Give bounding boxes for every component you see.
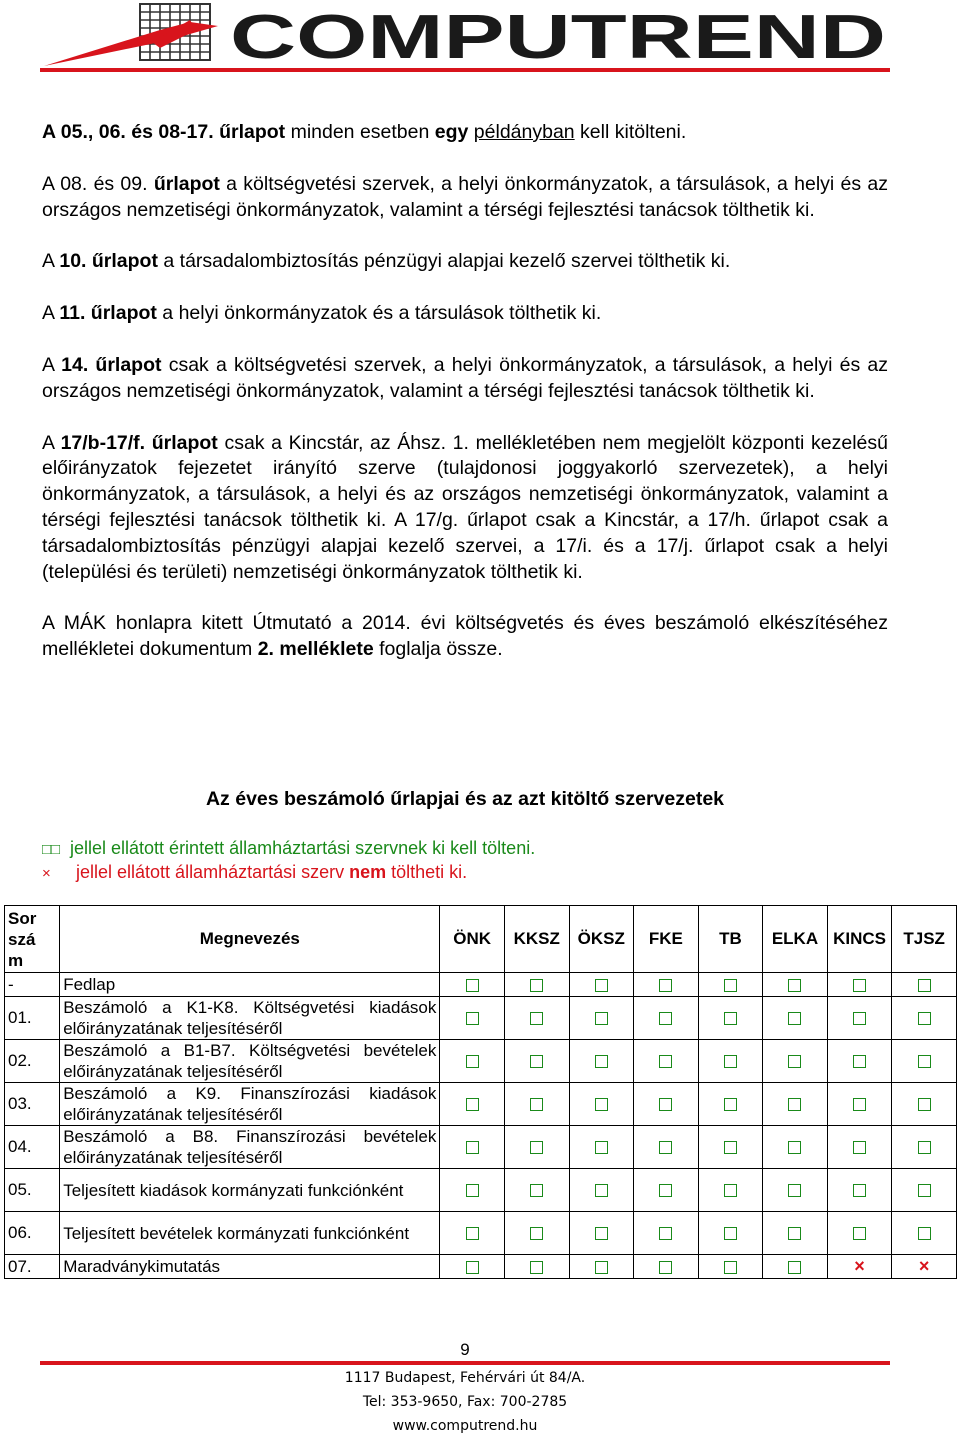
- text-run: A: [42, 250, 60, 273]
- checkbox-icon: [892, 973, 957, 997]
- text-run: A: [42, 353, 62, 376]
- paragraph-4: [42, 301, 888, 327]
- row-name: Beszámoló a K9. Finanszírozási kiadások előirányzatának teljesítéséről: [60, 1083, 440, 1126]
- checkbox-icon: [892, 1083, 957, 1126]
- cross-icon: [827, 1255, 892, 1279]
- checkbox-icon: [569, 1212, 634, 1255]
- footer-phone: Tel: 353-9650, Fax: 700-2785: [362, 1394, 568, 1410]
- checkbox-icon: [440, 997, 505, 1040]
- legend-cross-text-bold: nem: [349, 862, 387, 882]
- checkbox-icon: [918, 1184, 931, 1197]
- logo-wordmark: COMPUTREND: [230, 3, 886, 72]
- text-run: űrlapot: [153, 172, 220, 195]
- checkbox-icon: [763, 1083, 828, 1126]
- checkbox-icon: [504, 1169, 569, 1212]
- checkbox-icon: [659, 1012, 672, 1025]
- checkbox-icon: [892, 997, 957, 1040]
- checkbox-icon: [659, 1141, 672, 1154]
- text-run: a társadalombiztosítás pénzügyi alapjai kezelő szervei tölthetik ki.: [157, 250, 731, 273]
- text-run: a költségvetési szervek, a helyi önkormányzatok, a társulások, a helyi és az országos nemzetiségi önkormányzatok, valamint a térségi fejlesztési tanácsok tölthetik ki.: [42, 172, 888, 221]
- checkbox-icon: [595, 979, 608, 992]
- text-run: foglalja össze.: [373, 638, 503, 661]
- checkbox-icon: [595, 1184, 608, 1197]
- checkbox-icon: [530, 1227, 543, 1240]
- text-run: 10. űrlapot: [59, 250, 158, 273]
- checkbox-icon: [918, 1098, 931, 1111]
- cross-icon: [892, 1255, 957, 1279]
- checkbox-icon: [504, 1083, 569, 1126]
- header-col: FKE: [634, 906, 699, 973]
- checkbox-icon: [918, 1227, 931, 1240]
- checkbox-icon: [724, 1098, 737, 1111]
- text-run: 11. űrlapot: [59, 302, 157, 325]
- logo-graphic: [40, 0, 890, 78]
- checkbox-icon: [698, 1083, 763, 1126]
- checkbox-icon: [659, 1098, 672, 1111]
- row-name: Teljesített kiadások kormányzati funkciónként: [60, 1169, 440, 1212]
- footer-address: 1117 Budapest, Fehérvári út 84/A.: [344, 1370, 586, 1386]
- checkbox-icon: [659, 1261, 672, 1274]
- checkbox-icon: [698, 973, 763, 997]
- checkbox-icon: [595, 1012, 608, 1025]
- legend-cross-text: töltheti ki.: [386, 862, 468, 882]
- text-run: kell kitölteni.: [574, 121, 687, 143]
- checkbox-icon: [530, 1055, 543, 1068]
- checkbox-icon: [724, 1261, 737, 1274]
- header-col: ÖNK: [440, 906, 505, 973]
- checkbox-icon: [504, 1126, 569, 1169]
- text-run: 14. űrlapot: [61, 353, 162, 376]
- checkbox-icon: [724, 1012, 737, 1025]
- checkbox-icon: [634, 1040, 699, 1083]
- checkbox-icon: [827, 1126, 892, 1169]
- checkbox-icon: [827, 973, 892, 997]
- text-run: egy: [434, 121, 469, 143]
- row-number: 07.: [5, 1255, 60, 1279]
- checkbox-icon: [504, 1212, 569, 1255]
- checkbox-icon: [788, 1184, 801, 1197]
- paragraph-5: [42, 353, 888, 405]
- checkbox-icon: [827, 1169, 892, 1212]
- checkbox-icon: [892, 1126, 957, 1169]
- footer-website: www.computrend.hu: [392, 1418, 538, 1434]
- table-row: [5, 973, 957, 997]
- checkbox-icon: [788, 1141, 801, 1154]
- checkbox-icon: [763, 973, 828, 997]
- footer-divider: [40, 1361, 890, 1365]
- text-run: minden esetben: [285, 121, 435, 143]
- checkbox-icon: [569, 973, 634, 997]
- checkbox-icon: [698, 1040, 763, 1083]
- checkbox-icon: [530, 1141, 543, 1154]
- checkbox-icon: [659, 979, 672, 992]
- paragraph-6: [42, 431, 888, 586]
- checkbox-icon: [724, 1055, 737, 1068]
- checkbox-icon: [659, 1184, 672, 1197]
- row-number: 01.: [5, 997, 60, 1040]
- checkbox-icon: [595, 1098, 608, 1111]
- checkbox-icon: [440, 1040, 505, 1083]
- checkbox-icon: [724, 1184, 737, 1197]
- checkbox-icon: [763, 1126, 828, 1169]
- paragraph-7: [42, 611, 888, 663]
- checkbox-icon: [892, 1212, 957, 1255]
- checkbox-icon: [918, 1012, 931, 1025]
- checkbox-icon: [569, 1126, 634, 1169]
- legend-check-text: jellel ellátott érintett államháztartási szervnek ki kell tölteni.: [70, 838, 536, 858]
- header-sorszam: Sorszám: [5, 906, 60, 973]
- text-run: a helyi önkormányzatok és a társulások tölthetik ki.: [156, 302, 602, 325]
- checkbox-icon: [853, 1141, 866, 1154]
- checkbox-icon: [892, 1169, 957, 1212]
- row-number: 05.: [5, 1169, 60, 1212]
- checkbox-icon: [634, 1255, 699, 1279]
- header-col: TB: [698, 906, 763, 973]
- cross-icon: ×: [918, 1256, 930, 1276]
- row-name: Beszámoló a B8. Finanszírozási bevételek előirányzatának teljesítéséről: [60, 1126, 440, 1169]
- checkbox-icon: [530, 1261, 543, 1274]
- text-run: A 08. és 09.: [42, 172, 154, 195]
- checkbox-icon: [853, 979, 866, 992]
- checkbox-icon: [763, 1255, 828, 1279]
- checkbox-icon: [530, 979, 543, 992]
- table-row: [5, 997, 957, 1040]
- row-name: Beszámoló a K1-K8. Költségvetési kiadások előirányzatának teljesítéséről: [60, 997, 440, 1040]
- checkbox-icon: [440, 1212, 505, 1255]
- checkbox-icon: [698, 1212, 763, 1255]
- header-megnevezes: Megnevezés: [60, 906, 440, 973]
- checkbox-icon: [788, 1261, 801, 1274]
- checkbox-icon: [853, 1227, 866, 1240]
- checkbox-icon: [634, 1083, 699, 1126]
- header-col: KINCS: [827, 906, 892, 973]
- row-name: Fedlap: [60, 973, 440, 997]
- checkbox-icon: [853, 1012, 866, 1025]
- checkbox-icon: [853, 1098, 866, 1111]
- checkbox-icon: [440, 1126, 505, 1169]
- checkbox-icon: [698, 997, 763, 1040]
- checkbox-icon: [440, 1255, 505, 1279]
- checkbox-icon: [595, 1261, 608, 1274]
- table-row: [5, 1169, 957, 1212]
- text-run: 2. melléklete: [257, 638, 374, 661]
- paragraph-3: [42, 249, 888, 275]
- checkbox-icon: □□: [42, 841, 61, 858]
- checkbox-icon: [504, 997, 569, 1040]
- paragraph-1: [42, 120, 888, 146]
- checkbox-icon: [659, 1055, 672, 1068]
- text-run: A: [42, 431, 61, 454]
- checkbox-icon: [827, 1083, 892, 1126]
- checkbox-icon: [440, 1083, 505, 1126]
- header-col: ÖKSZ: [569, 906, 634, 973]
- checkbox-icon: [466, 1227, 479, 1240]
- checkbox-icon: [634, 1169, 699, 1212]
- row-number: 02.: [5, 1040, 60, 1083]
- checkbox-icon: [466, 979, 479, 992]
- table-row: [5, 1083, 957, 1126]
- text-run: A 05., 06. és 08-17.: [42, 121, 220, 143]
- checkbox-icon: [918, 1055, 931, 1068]
- checkbox-icon: [788, 1098, 801, 1111]
- legend-cross: [42, 860, 467, 886]
- checkbox-icon: [634, 997, 699, 1040]
- checkbox-icon: [466, 1184, 479, 1197]
- checkbox-icon: [440, 973, 505, 997]
- checkbox-icon: [788, 1012, 801, 1025]
- paragraph-2: [42, 172, 888, 224]
- row-name: Teljesített bevételek kormányzati funkciónként: [60, 1212, 440, 1255]
- checkbox-icon: [763, 1212, 828, 1255]
- checkbox-icon: [827, 997, 892, 1040]
- checkbox-icon: [569, 1083, 634, 1126]
- checkbox-icon: [569, 997, 634, 1040]
- checkbox-icon: [853, 1184, 866, 1197]
- checkbox-icon: [634, 1126, 699, 1169]
- checkbox-icon: [595, 1227, 608, 1240]
- checkbox-icon: [827, 1212, 892, 1255]
- checkbox-icon: [698, 1126, 763, 1169]
- cross-icon: ×: [854, 1256, 865, 1276]
- checkbox-icon: [659, 1227, 672, 1240]
- row-name: Beszámoló a B1-B7. Költségvetési bevételek előirányzatának teljesítéséről: [60, 1040, 440, 1083]
- checkbox-icon: [724, 1141, 737, 1154]
- checkbox-icon: [530, 1098, 543, 1111]
- checkbox-icon: [595, 1055, 608, 1068]
- checkbox-icon: [595, 1141, 608, 1154]
- text-run: 17/b-17/f. űrlapot: [60, 431, 218, 454]
- checkbox-icon: [763, 997, 828, 1040]
- row-number: 06.: [5, 1212, 60, 1255]
- checkbox-icon: [634, 973, 699, 997]
- checkbox-icon: [504, 973, 569, 997]
- checkbox-icon: [466, 1141, 479, 1154]
- checkbox-icon: [698, 1169, 763, 1212]
- table-row: [5, 1040, 957, 1083]
- checkbox-icon: [569, 1169, 634, 1212]
- text-run: űrlapot: [219, 121, 286, 143]
- row-number: 03.: [5, 1083, 60, 1126]
- section-title: Az éves beszámoló űrlapjai és az azt kitöltő szervezetek: [205, 788, 725, 810]
- checkbox-icon: [788, 1227, 801, 1240]
- text-run: csak a költségvetési szervek, a helyi önkormányzatok, a társulások, a helyi és az országos nemzetiségi önkormányzatok, valamint a térségi fejlesztési tanácsok tölthetik ki.: [42, 353, 888, 402]
- company-logo: [40, 0, 890, 78]
- table-row: [5, 1255, 957, 1279]
- checkbox-icon: [763, 1040, 828, 1083]
- checkbox-icon: [466, 1098, 479, 1111]
- checkbox-icon: [918, 979, 931, 992]
- table-header-row: [5, 906, 957, 973]
- checkbox-icon: [918, 1141, 931, 1154]
- checkbox-icon: [466, 1055, 479, 1068]
- header-col: TJSZ: [892, 906, 957, 973]
- checkbox-icon: [634, 1212, 699, 1255]
- table-row: [5, 1212, 957, 1255]
- checkbox-icon: [892, 1040, 957, 1083]
- row-number: -: [5, 973, 60, 997]
- text-run: A: [42, 302, 60, 325]
- checkbox-icon: [827, 1040, 892, 1083]
- checkbox-icon: [530, 1012, 543, 1025]
- checkbox-icon: [440, 1169, 505, 1212]
- header-col: KKSZ: [504, 906, 569, 973]
- checkbox-icon: [466, 1012, 479, 1025]
- legend-check: [42, 836, 535, 862]
- checkbox-icon: [763, 1169, 828, 1212]
- checkbox-icon: [569, 1040, 634, 1083]
- checkbox-icon: [530, 1184, 543, 1197]
- row-number: 04.: [5, 1126, 60, 1169]
- text-run: A MÁK honlapra kitett Útmutató a 2014. évi költségvetés és éves beszámoló elkészítéséhez mellékletei dokumentum: [42, 612, 888, 661]
- checkbox-icon: [853, 1055, 866, 1068]
- checkbox-icon: [698, 1255, 763, 1279]
- checkbox-icon: [724, 1227, 737, 1240]
- text-run: példányban: [473, 121, 575, 143]
- checkbox-icon: [504, 1255, 569, 1279]
- header-col: ELKA: [763, 906, 828, 973]
- page-number: 9: [460, 1340, 470, 1359]
- body-text: [42, 120, 888, 689]
- checkbox-icon: [569, 1255, 634, 1279]
- table-row: [5, 1126, 957, 1169]
- text-run: csak a Kincstár, az Áhsz. 1. mellékletében nem megjelölt központi kezelésű előirányzatok fejezetet irányító szerve (tulajdonosi joggyakorló szervezetek), a helyi önkormányzatok, a társulások, a helyi és az országos nemzetiségi önkormányzatok, valamint a térségi fejlesztési tanácsok tölthetik ki. A 17/g. űrlapot csak a Kincstár, a 17/h. űrlapot csak a társadalombiztosítás pénzügyi alapjai kezelő szervei, a 17/i. és a 17/j. űrlapot csak a helyi (települési és területi) nemzetiségi önkormányzatok tölthetik ki.: [42, 431, 888, 583]
- row-name: Maradványkimutatás: [60, 1255, 440, 1279]
- checkbox-icon: [466, 1261, 479, 1274]
- checkbox-icon: [788, 1055, 801, 1068]
- cross-icon: ×: [42, 865, 51, 882]
- checkbox-icon: [504, 1040, 569, 1083]
- forms-table: [4, 905, 957, 1279]
- checkbox-icon: [724, 979, 737, 992]
- checkbox-icon: [788, 979, 801, 992]
- legend-cross-text: jellel ellátott államháztartási szerv: [76, 862, 350, 882]
